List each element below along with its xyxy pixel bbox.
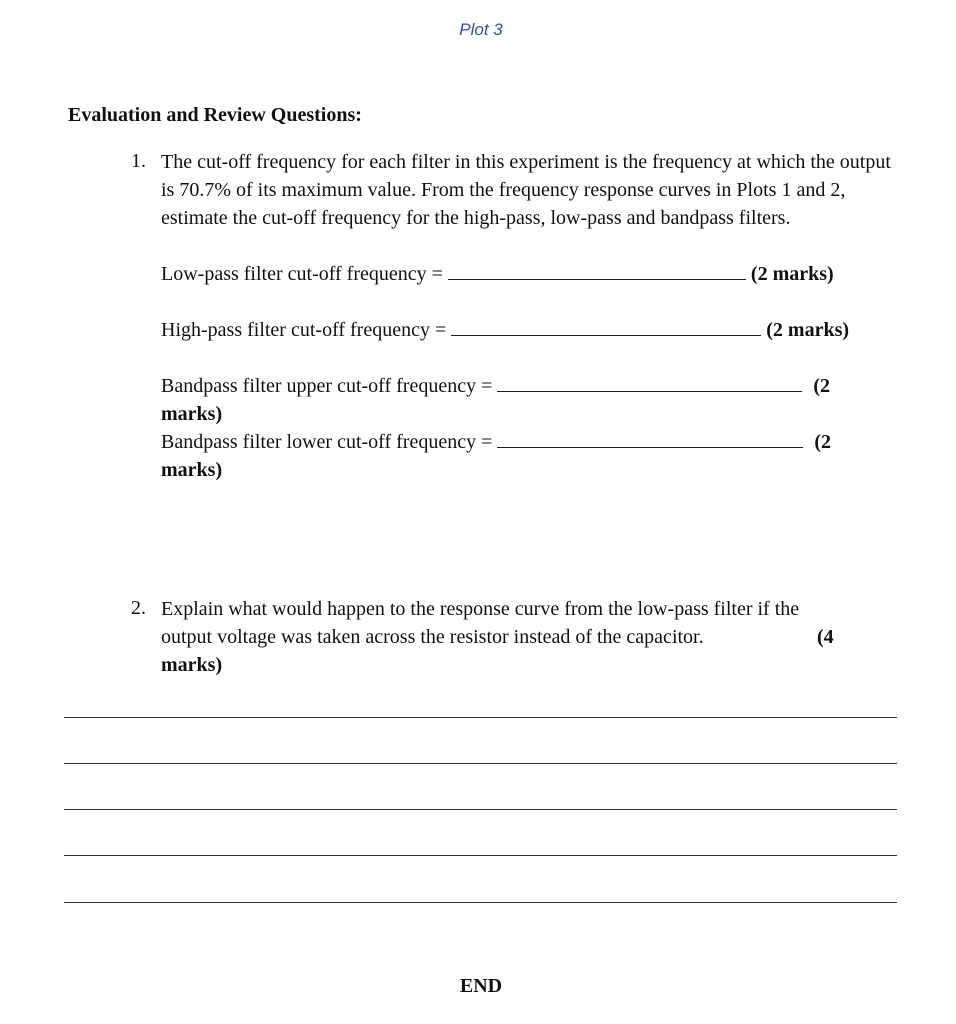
- lowpass-row: [161, 260, 834, 288]
- question-1-number: 1.: [131, 150, 146, 172]
- band-lower-marks-continued: marks): [161, 459, 223, 481]
- answer-line-1[interactable]: [64, 717, 897, 718]
- band-upper-marks: (2: [813, 375, 831, 397]
- section-heading: Evaluation and Review Questions:: [68, 104, 362, 126]
- band-lower-answer-blank[interactable]: [497, 429, 803, 448]
- band-upper-row: [161, 372, 830, 400]
- highpass-marks: (2 marks): [766, 319, 850, 341]
- highpass-label: High-pass filter cut-off frequency =: [161, 319, 452, 341]
- band-upper-answer-blank[interactable]: [497, 373, 802, 392]
- band-upper-label: Bandpass filter upper cut-off frequency =: [161, 375, 498, 397]
- question-1-text: The cut-off frequency for each filter in this experiment is the frequency at which the output is 70.7% of its maximum value. From the frequency response curves in Plots 1 and 2, estimate the cut-off frequency for the high-pass, low-pass and bandpass filters.: [161, 151, 891, 229]
- answer-line-4[interactable]: [64, 855, 897, 856]
- band-upper-marks-continued: marks): [161, 403, 223, 425]
- lowpass-label: Low-pass filter cut-off frequency =: [161, 263, 448, 285]
- lowpass-answer-blank[interactable]: [448, 261, 746, 280]
- highpass-row: [161, 316, 849, 344]
- answer-line-5[interactable]: [64, 902, 897, 903]
- end-marker: END: [459, 975, 503, 997]
- question-2-line-2: output voltage was taken across the resistor instead of the capacitor.: [161, 626, 704, 648]
- band-lower-row: [161, 428, 831, 456]
- highpass-answer-blank[interactable]: [451, 317, 761, 336]
- question-2-marks-continued: marks): [161, 654, 223, 676]
- answer-line-3[interactable]: [64, 809, 897, 810]
- lowpass-marks: (2 marks): [750, 263, 834, 285]
- question-2-number: 2.: [131, 597, 146, 619]
- question-2-marks: (4: [817, 626, 834, 648]
- plot-caption: Plot 3: [459, 20, 503, 39]
- answer-line-2[interactable]: [64, 763, 897, 764]
- band-lower-marks: (2: [814, 431, 832, 453]
- band-lower-label: Bandpass filter lower cut-off frequency =: [161, 431, 498, 453]
- question-2-line-1: Explain what would happen to the response curve from the low-pass filter if the: [161, 598, 800, 620]
